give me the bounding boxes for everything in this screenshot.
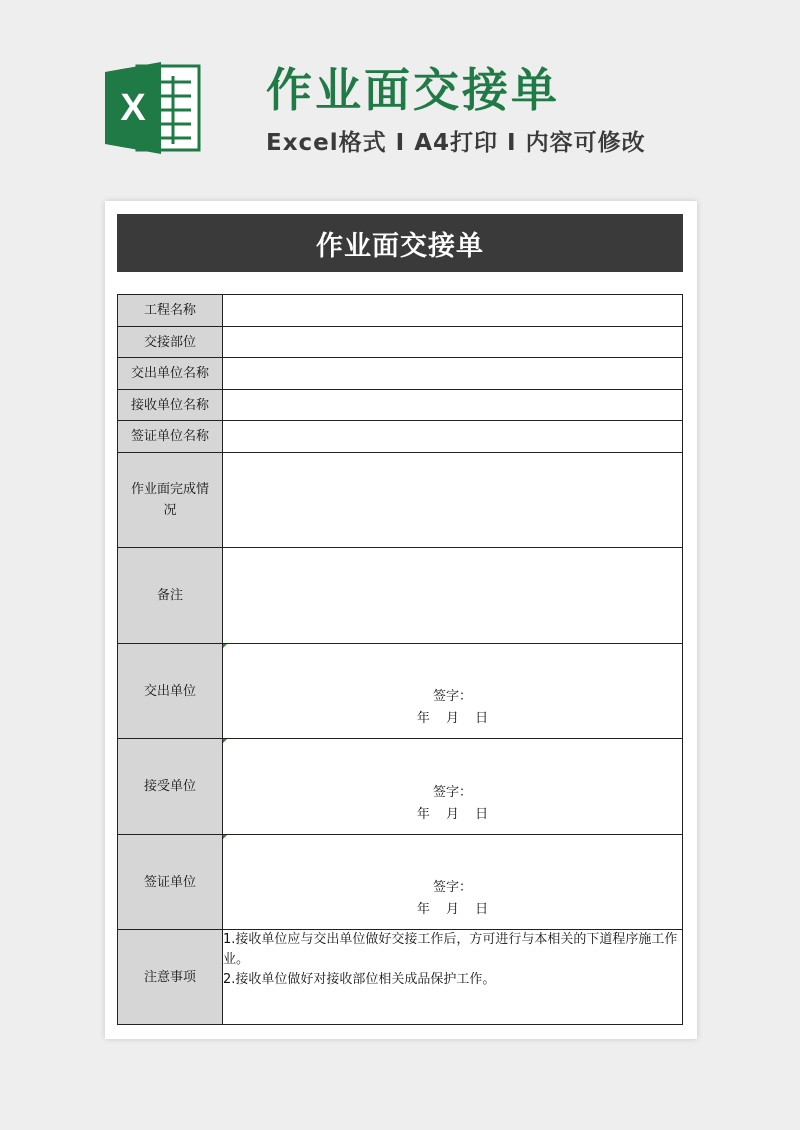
table-row bbox=[118, 421, 683, 453]
date-year: 年 bbox=[416, 711, 430, 726]
field-completion-status[interactable] bbox=[223, 453, 683, 548]
date-day: 日 bbox=[475, 902, 489, 917]
sign-label: 签字： bbox=[432, 880, 472, 895]
sign-label: 签字： bbox=[432, 785, 472, 800]
field-remarks[interactable] bbox=[223, 548, 683, 644]
field-receiver-unit-name[interactable] bbox=[223, 390, 683, 421]
field-handover-part[interactable] bbox=[223, 327, 683, 358]
cell-comment-marker bbox=[223, 835, 227, 839]
form-sheet bbox=[105, 201, 697, 1039]
sign-date bbox=[223, 804, 682, 826]
table-row bbox=[118, 390, 683, 421]
note-line-2: 2.接收单位做好对接收部位相关成品保护工作。 bbox=[223, 972, 496, 987]
date-month: 月 bbox=[445, 711, 459, 726]
field-project-name[interactable] bbox=[223, 295, 683, 327]
field-notes[interactable] bbox=[223, 930, 683, 1025]
table-row bbox=[118, 453, 683, 548]
logo-letter: X bbox=[120, 87, 146, 129]
label-receiver-unit-name: 接收单位名称 bbox=[118, 390, 223, 421]
signature-block bbox=[223, 877, 682, 921]
label-completion-status-text: 作业面完成情况 bbox=[130, 482, 209, 518]
sign-date bbox=[223, 708, 682, 730]
sign-date bbox=[223, 899, 682, 921]
field-witness-unit-name[interactable] bbox=[223, 421, 683, 453]
signature-block bbox=[223, 686, 682, 730]
label-handover-part: 交接部位 bbox=[118, 327, 223, 358]
label-witness-unit: 签证单位 bbox=[118, 835, 223, 930]
table-row bbox=[118, 327, 683, 358]
handover-form-table bbox=[117, 294, 683, 1025]
page-title: 作业面交接单 bbox=[266, 63, 560, 117]
signature-block bbox=[223, 782, 682, 826]
table-row bbox=[118, 358, 683, 390]
page-header bbox=[0, 0, 800, 200]
excel-logo-icon bbox=[103, 58, 203, 158]
label-receiving-unit: 接受单位 bbox=[118, 739, 223, 835]
table-row bbox=[118, 548, 683, 644]
sign-label: 签字： bbox=[432, 689, 472, 704]
table-row bbox=[118, 930, 683, 1025]
date-day: 日 bbox=[475, 711, 489, 726]
cell-comment-marker bbox=[223, 644, 227, 648]
note-line-1: 1.接收单位应与交出单位做好交接工作后，方可进行与本相关的下道程序施工作业。 bbox=[223, 932, 678, 967]
label-notes: 注意事项 bbox=[118, 930, 223, 1025]
label-handover-unit-name: 交出单位名称 bbox=[118, 358, 223, 390]
cell-comment-marker bbox=[223, 739, 227, 743]
label-completion-status bbox=[118, 453, 223, 548]
form-title: 作业面交接单 bbox=[117, 214, 683, 272]
label-remarks: 备注 bbox=[118, 548, 223, 644]
field-witness-unit-signature[interactable] bbox=[223, 835, 683, 930]
table-row bbox=[118, 295, 683, 327]
label-handover-unit: 交出单位 bbox=[118, 644, 223, 739]
page-subtitle: Excel格式 I A4打印 I 内容可修改 bbox=[266, 130, 646, 156]
date-day: 日 bbox=[475, 807, 489, 822]
label-witness-unit-name: 签证单位名称 bbox=[118, 421, 223, 453]
label-project-name: 工程名称 bbox=[118, 295, 223, 327]
table-row bbox=[118, 835, 683, 930]
field-receiving-unit-signature[interactable] bbox=[223, 739, 683, 835]
field-handover-unit-signature[interactable] bbox=[223, 644, 683, 739]
date-month: 月 bbox=[445, 902, 459, 917]
table-row bbox=[118, 644, 683, 739]
date-year: 年 bbox=[416, 902, 430, 917]
date-month: 月 bbox=[445, 807, 459, 822]
field-handover-unit-name[interactable] bbox=[223, 358, 683, 390]
table-row bbox=[118, 739, 683, 835]
date-year: 年 bbox=[416, 807, 430, 822]
